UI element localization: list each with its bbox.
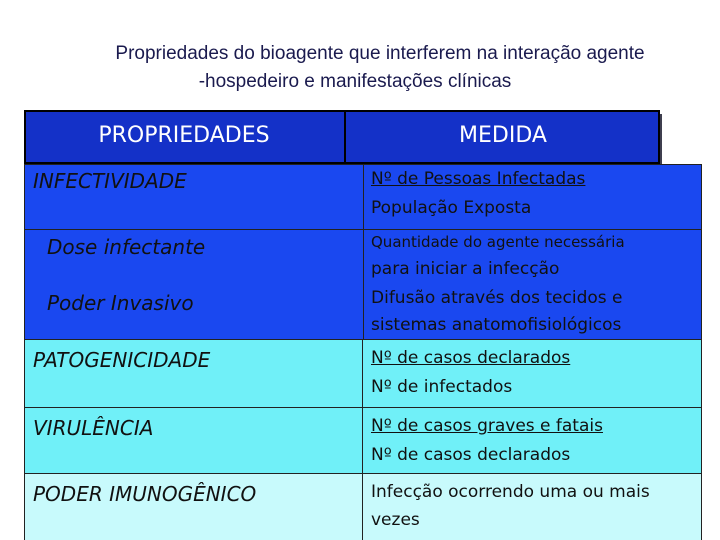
measure-line-2: Nº de casos declarados xyxy=(371,445,571,465)
measure-line-2: Nº de infectados xyxy=(371,377,513,397)
measure-poder-imunogenico xyxy=(371,478,697,534)
measure-line-1: Nº de Pessoas Infectadas xyxy=(371,169,586,189)
property-poder-invasivo: Poder Invasivo xyxy=(47,291,194,315)
measure-cell xyxy=(363,408,701,473)
property-infectividade: INFECTIVIDADE xyxy=(33,169,187,193)
property-cell xyxy=(25,340,363,407)
measure-line-1: Difusão através dos tecidos e xyxy=(371,288,623,308)
property-dose-infectante: Dose infectante xyxy=(47,235,206,259)
table-row-poder-imunogenico xyxy=(24,474,702,540)
measure-infectividade xyxy=(371,165,697,223)
title-line-1: Propriedades do bioagente que interferem na interação agente xyxy=(115,43,645,64)
measure-dose-infectante xyxy=(371,229,697,283)
property-cell xyxy=(25,474,363,540)
header-propriedades: PROPRIEDADES xyxy=(98,123,270,148)
measure-line-1: Quantidade do agente necessária xyxy=(371,233,625,251)
table-row-virulencia xyxy=(24,408,702,474)
measure-line-2: sistemas anatomofisiológicos xyxy=(371,315,622,335)
property-cell xyxy=(25,408,363,473)
property-poder-imunogenico: PODER IMUNOGÊNICO xyxy=(33,482,257,506)
measure-cell xyxy=(363,474,701,540)
measure-virulencia xyxy=(371,412,697,470)
slide-title xyxy=(40,40,720,96)
measure-line-2: vezes xyxy=(371,510,420,530)
title-line-2: -hospedeiro e manifestações clínicas xyxy=(198,71,512,92)
measure-line-1: Infecção ocorrendo uma ou mais xyxy=(371,482,650,502)
measure-line-2: para iniciar a infecção xyxy=(371,259,560,279)
blue-row-group xyxy=(24,164,702,340)
measure-line-2: População Exposta xyxy=(371,198,532,218)
property-patogenicidade: PATOGENICIDADE xyxy=(33,348,211,372)
table-header xyxy=(24,110,660,164)
header-medida: MEDIDA xyxy=(344,112,660,162)
table-row-patogenicidade xyxy=(24,340,702,408)
measure-poder-invasivo xyxy=(371,285,697,339)
property-virulencia: VIRULÊNCIA xyxy=(33,416,154,440)
measure-line-1: Nº de casos graves e fatais xyxy=(371,416,603,436)
measure-patogenicidade xyxy=(371,344,697,402)
measure-cell xyxy=(363,340,701,407)
measure-line-1: Nº de casos declarados xyxy=(371,348,571,368)
